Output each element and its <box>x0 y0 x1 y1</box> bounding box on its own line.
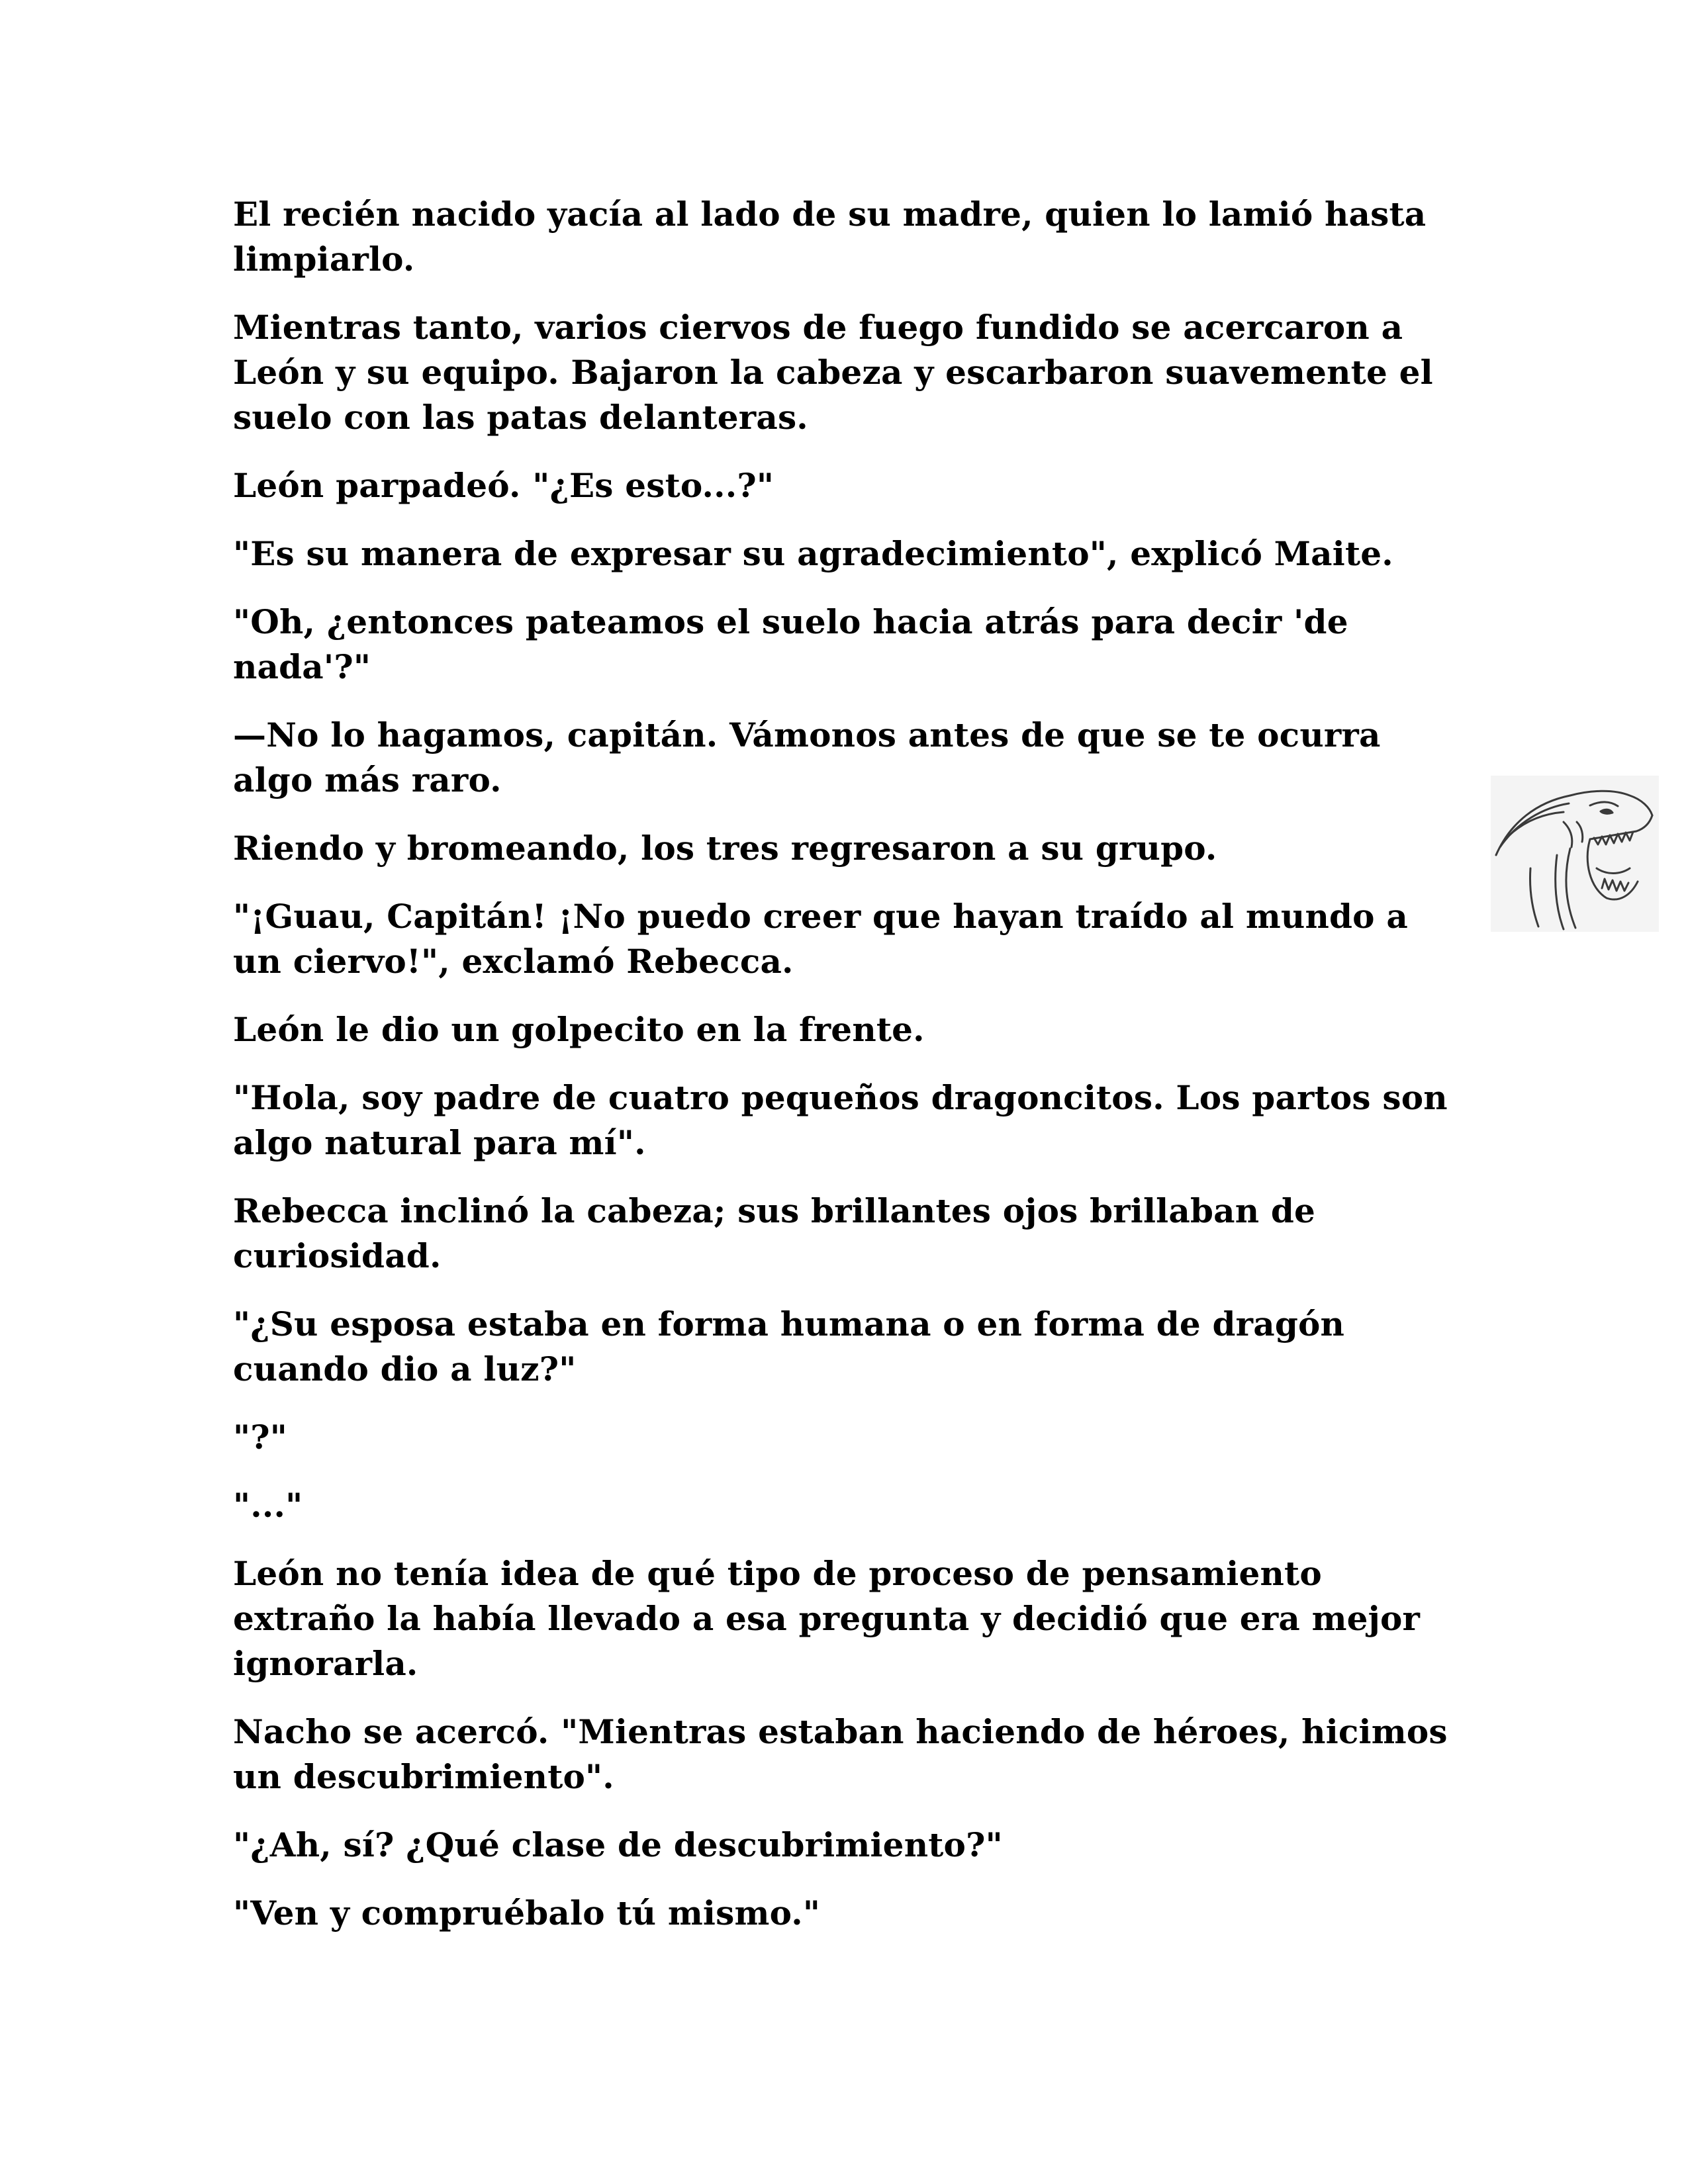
paragraph: León parpadeó. "¿Es esto...?" <box>233 466 774 505</box>
paragraph: El recién nacido yacía al lado de su madre, quien lo lamió hasta limpiarlo. <box>233 195 1427 279</box>
paragraph: Rebecca inclinó la cabeza; sus brillantes ojos brillaban de curiosidad. <box>233 1191 1316 1275</box>
paragraph: León no tenía idea de qué tipo de proceso de pensamiento extraño la había llevado a esa pregunta y decidió que era mejor ignorarla. <box>233 1554 1421 1683</box>
paragraph: "Es su manera de expresar su agradecimiento", explicó Maite. <box>233 534 1393 573</box>
paragraph: "Hola, soy padre de cuatro pequeños dragoncitos. Los partos son algo natural para mí". <box>233 1078 1448 1162</box>
paragraph: "?" <box>233 1418 287 1457</box>
paragraph: Riendo y bromeando, los tres regresaron a su grupo. <box>233 829 1217 868</box>
paragraph: —No lo hagamos, capitán. Vámonos antes de que se te ocurra algo más raro. <box>233 715 1381 799</box>
paragraph: "Oh, ¿entonces pateamos el suelo hacia atrás para decir 'de nada'?" <box>233 602 1348 686</box>
paragraph: "¡Guau, Capitán! ¡No puedo creer que hayan traído al mundo a un ciervo!", exclamó Rebecca. <box>233 897 1408 981</box>
paragraph: "..." <box>233 1486 303 1525</box>
paragraph: León le dio un golpecito en la frente. <box>233 1010 925 1049</box>
dinosaur-head-icon <box>1491 776 1659 932</box>
paragraph: Nacho se acercó. "Mientras estaban haciendo de héroes, hicimos un descubrimiento". <box>233 1712 1448 1796</box>
paragraph: Mientras tanto, varios ciervos de fuego fundido se acercaron a León y su equipo. Bajaron la cabeza y escarbaron suavemente el suelo con las patas delanteras. <box>233 308 1433 437</box>
paragraph: "¿Su esposa estaba en forma humana o en forma de dragón cuando dio a luz?" <box>233 1304 1345 1388</box>
paragraph: "¿Ah, sí? ¿Qué clase de descubrimiento?" <box>233 1825 1003 1864</box>
story-text <box>233 192 1458 1959</box>
paragraph: "Ven y compruébalo tú mismo." <box>233 1893 821 1933</box>
